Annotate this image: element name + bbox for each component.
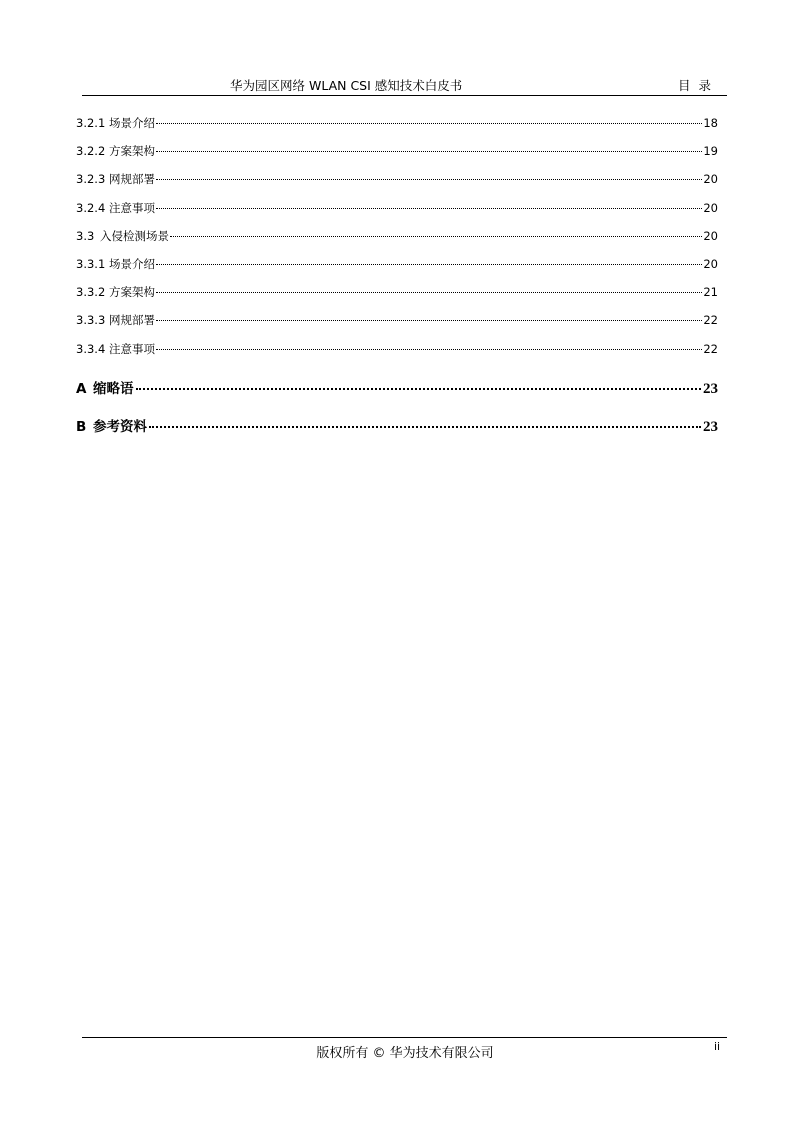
toc-entry-number: 3.2.3 xyxy=(76,172,106,187)
document-title: 华为园区网络 WLAN CSI 感知技术白皮书 xyxy=(230,78,463,93)
dot-leader xyxy=(136,388,702,390)
toc-entry-appendix-b[interactable] xyxy=(76,415,718,453)
toc-entry-number: 3.3.4 xyxy=(76,341,106,356)
toc-entry-page: 20 xyxy=(703,172,718,187)
toc-entry-number: 3.2.4 xyxy=(76,200,106,215)
toc-entry-title: 注意事项 xyxy=(109,341,155,356)
toc-entry-title: 网规部署 xyxy=(109,172,155,187)
toc-entry-title: 入侵检测场景 xyxy=(100,228,169,243)
toc-entry-number: A xyxy=(76,380,87,397)
toc-entry-page: 19 xyxy=(703,144,718,159)
table-of-contents xyxy=(76,115,718,453)
toc-entry-page: 20 xyxy=(703,256,718,271)
dot-leader xyxy=(156,292,702,293)
toc-entry-number: 3.2.1 xyxy=(76,116,106,130)
dot-leader xyxy=(156,208,702,209)
toc-entry-3-2-1[interactable] xyxy=(76,115,718,143)
dot-leader xyxy=(156,151,702,152)
toc-entry-number: 3.3.2 xyxy=(76,285,106,300)
toc-entry-number: 3.3.1 xyxy=(76,256,106,271)
footer-rule xyxy=(82,1037,727,1038)
toc-entry-title: 网规部署 xyxy=(109,313,155,328)
dot-leader xyxy=(156,179,702,180)
page-number: ii xyxy=(714,1040,721,1053)
toc-entry-title: 注意事项 xyxy=(109,200,155,215)
toc-entry-appendix-a[interactable] xyxy=(76,377,718,415)
dot-leader xyxy=(156,123,702,124)
toc-entry-number: 3.3.3 xyxy=(76,313,106,328)
section-label: 目录 xyxy=(677,78,719,93)
dot-leader xyxy=(156,320,702,321)
toc-entry-number: B xyxy=(76,418,87,435)
dot-leader xyxy=(156,264,702,265)
toc-entry-page: 20 xyxy=(703,200,718,215)
toc-entry-page: 21 xyxy=(703,285,718,300)
toc-entry-3-3-3[interactable] xyxy=(76,312,718,340)
toc-entry-title: 参考资料 xyxy=(93,418,147,435)
dot-leader xyxy=(156,349,702,350)
toc-entry-3-2-3[interactable] xyxy=(76,171,718,199)
toc-entry-page: 20 xyxy=(703,228,718,243)
dot-leader xyxy=(170,236,702,237)
dot-leader xyxy=(149,426,701,428)
toc-entry-title: 方案架构 xyxy=(109,144,155,159)
toc-entry-number: 3.3 xyxy=(76,228,95,243)
toc-entry-page: 22 xyxy=(703,341,718,356)
toc-entry-page: 18 xyxy=(703,116,718,130)
toc-entry-title: 场景介绍 xyxy=(109,256,155,271)
toc-entry-number: 3.2.2 xyxy=(76,144,106,159)
toc-entry-page: 22 xyxy=(703,313,718,328)
toc-entry-title: 场景介绍 xyxy=(109,116,155,130)
toc-entry-3-3-4[interactable] xyxy=(76,341,718,369)
toc-entry-page: 23 xyxy=(703,380,718,397)
toc-entry-3-3-2[interactable] xyxy=(76,284,718,312)
toc-entry-3-3-1[interactable] xyxy=(76,256,718,284)
toc-entry-page: 23 xyxy=(703,418,718,435)
page-header xyxy=(82,74,727,96)
copyright-notice: 版权所有 © 华为技术有限公司 xyxy=(316,1046,494,1061)
toc-entry-3-3[interactable] xyxy=(76,228,718,256)
toc-entry-3-2-2[interactable] xyxy=(76,143,718,171)
toc-entry-3-2-4[interactable] xyxy=(76,200,718,228)
toc-entry-title: 方案架构 xyxy=(109,285,155,300)
toc-entry-title: 缩略语 xyxy=(93,380,134,397)
